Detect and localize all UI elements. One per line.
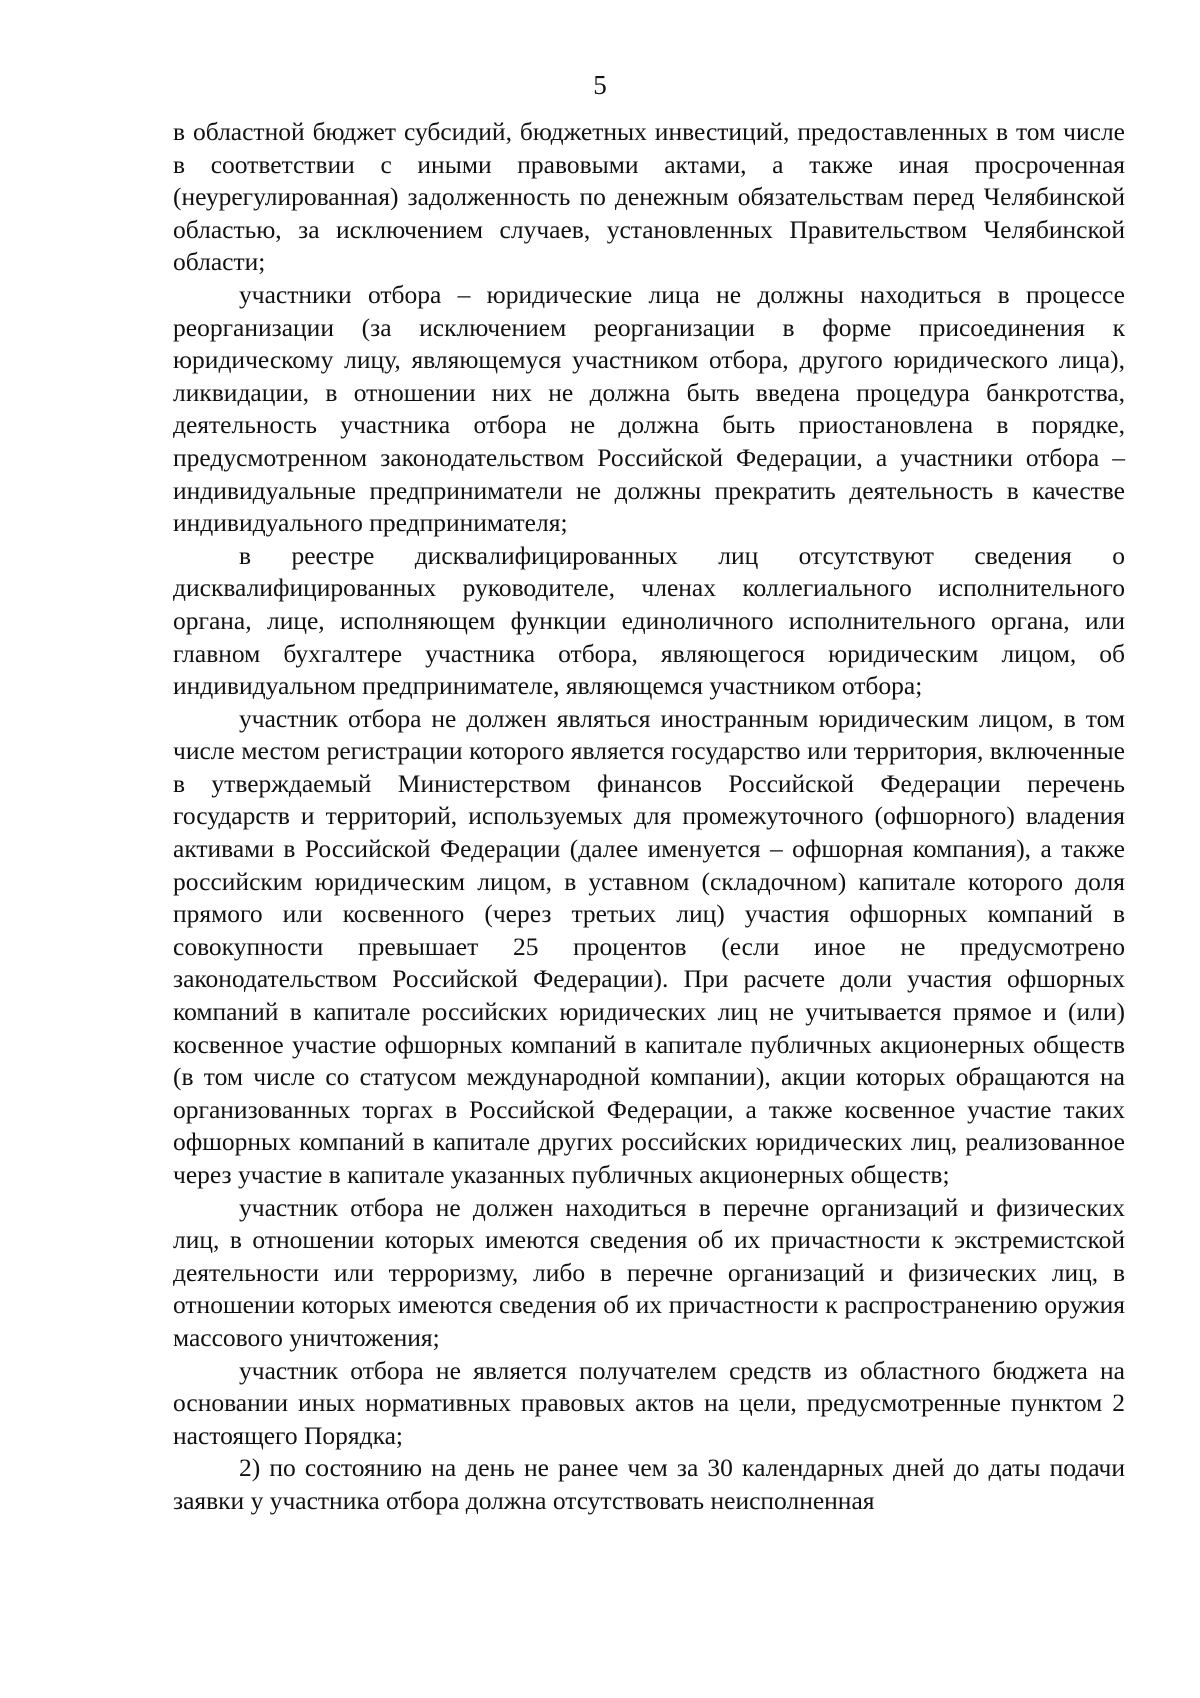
page-number: 5 xyxy=(593,70,607,100)
paragraph-5: участник отбора не должен находиться в перечне организаций и физических лиц, в отношении которых имеются сведения об их причастности к экстремистской деятельности или терроризму, либо в перечне организаций и физических лиц, в отношении которых имеются сведения об их причастности к распространению оружия массового уничтожения; xyxy=(173,1192,1125,1352)
paragraph-3: в реестре дисквалифицированных лиц отсутствуют сведения о дисквалифицированных руководителе, членах коллегиального исполнительного органа, лице, исполняющем функции единоличного исполнительного органа, или главном бухгалтере участника отбора, являющегося юридическим лицом, об индивидуальном предпринимателе, являющемся участником отбора; xyxy=(173,540,1125,701)
paragraph-4: участник отбора не должен являться иностранным юридическим лицом, в том числе местом регистрации которого является государство или территория, включенные в утверждаемый Министерством финансов Российской Федерации перечень государств и территорий, используемых для промежуточного (офшорного) владения активами в Российской Федерации (далее именуется – офшорная компания), а также российским юридическим лицом, в уставном (складочном) капитале которого доля прямого или косвенного (через третьих лиц) участия офшорных компаний в совокупности превышает 25 процентов (если иное не предусмотрено законодательством Российской Федерации). При расчете доли участия офшорных компаний в капитале российских юридических лиц не учитывается прямое и (или) косвенное участие офшорных компаний в капитале публичных акционерных обществ (в том числе со статусом международной компании), акции которых обращаются на организованных торгах в Российской Федерации, а также косвенное участие таких офшорных компаний в капитале других российских юридических лиц, реализованное через участие в капитале указанных публичных акционерных обществ; xyxy=(173,703,1125,1189)
document-body xyxy=(173,116,1125,1518)
paragraph-7: 2) по состоянию на день не ранее чем за 30 календарных дней до даты подачи заявки у участника отбора должна отсутствовать неисполненная xyxy=(173,1453,1125,1515)
paragraph-1: в областной бюджет субсидий, бюджетных инвестиций, предоставленных в том числе в соответствии с иными правовыми актами, а также иная просроченная (неурегулированная) задолженность по денежным обязательствам перед Челябинской областью, за исключением случаев, установленных Правительством Челябинской области; xyxy=(173,117,1125,277)
paragraph-6: участник отбора не является получателем средств из областного бюджета на основании иных нормативных правовых актов на цели, предусмотренные пунктом 2 настоящего Порядка; xyxy=(173,1355,1125,1450)
paragraph-2: участники отбора – юридические лица не должны находиться в процессе реорганизации (за исключением реорганизации в форме присоединения к юридическому лицу, являющемуся участником отбора, другого юридического лица), ликвидации, в отношении них не должна быть введена процедура банкротства, деятельность участника отбора не должна быть приостановлена в порядке, предусмотренном законодательством Российской Федерации, а участники отбора – индивидуальные предприниматели не должны прекратить деятельность в качестве индивидуального предпринимателя; xyxy=(173,279,1125,538)
